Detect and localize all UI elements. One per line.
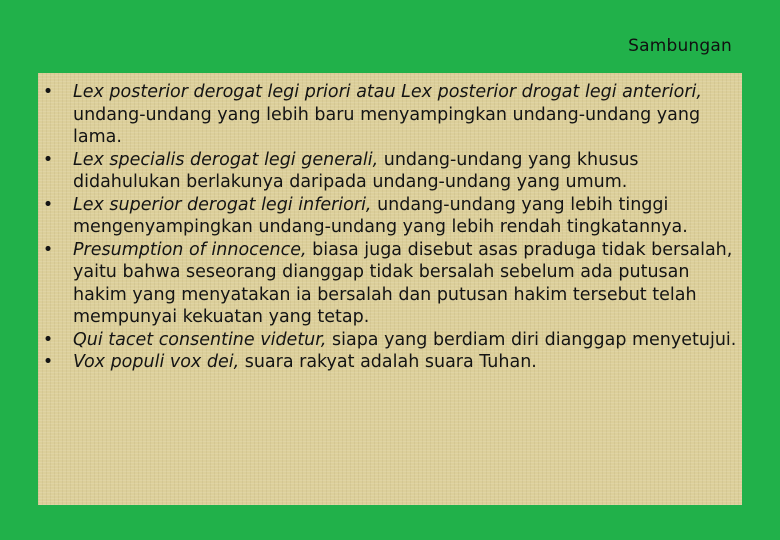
item-description: suara rakyat adalah suara Tuhan. [239, 352, 537, 372]
list-item [38, 149, 748, 194]
list-item [38, 81, 748, 149]
item-description: undang-undang yang lebih tinggi mengenyampingkan undang-undang yang lebih rendah tingkatannya. [73, 194, 688, 237]
item-description: undang-undang yang lebih baru menyampingkan undang-undang yang lama. [73, 104, 701, 147]
item-term: Qui tacet consentine videtur, [73, 329, 327, 350]
list-item [38, 239, 748, 329]
bullet-icon: • [42, 239, 54, 260]
bullet-icon: • [42, 194, 54, 215]
slide-title: Sambungan [628, 36, 732, 56]
bullet-icon: • [42, 329, 54, 350]
bullet-list [38, 81, 748, 374]
item-description: undang-undang yang khusus didahulukan berlakunya daripada undang-undang yang umum. [73, 149, 639, 192]
item-description: siapa yang berdiam diri dianggap menyetujui. [326, 329, 737, 350]
item-term: Lex superior derogat legi inferiori, [73, 194, 372, 215]
item-term: Lex posterior derogat legi priori atau Lex posterior drogat legi anteriori, [73, 82, 702, 102]
bullet-icon: • [42, 352, 54, 372]
bullet-icon: • [42, 82, 54, 102]
content-panel [38, 73, 742, 505]
list-item [38, 329, 748, 352]
bullet-icon: • [42, 149, 54, 170]
list-item [38, 351, 748, 374]
item-term: Presumption of innocence, [73, 239, 307, 260]
item-term: Lex specialis derogat legi generali, [73, 149, 379, 170]
list-item [38, 194, 748, 239]
item-term: Vox populi vox dei, [73, 352, 240, 372]
item-description: biasa juga disebut asas praduga tidak bersalah, yaitu bahwa seseorang dianggap tidak bersalah sebelum ada putusan hakim yang menyatakan ia bersalah dan putusan hakim tersebut telah mempunyai kekuatan yang tetap. [73, 239, 733, 327]
